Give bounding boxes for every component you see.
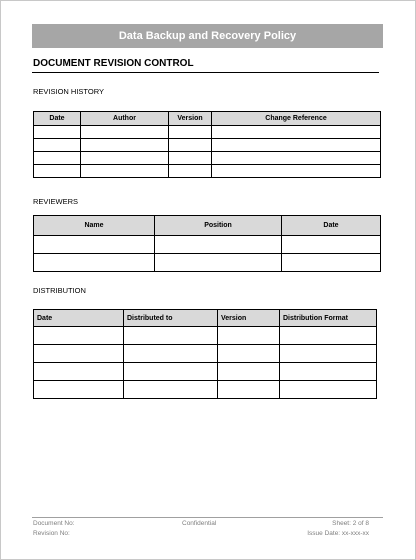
- table-cell[interactable]: [280, 345, 377, 363]
- reviewers-table: [33, 215, 381, 272]
- column-header-version: Version: [218, 310, 280, 327]
- footer-divider: [32, 517, 383, 518]
- footer-confidential: Confidential: [182, 520, 217, 527]
- table-cell[interactable]: [81, 152, 169, 165]
- table-row: [34, 381, 377, 399]
- table-cell[interactable]: [212, 152, 381, 165]
- footer-revision-no: Revision No:: [33, 530, 70, 537]
- title-banner: [32, 24, 383, 48]
- table-cell[interactable]: [212, 165, 381, 178]
- footer-issue-date: Issue Date: xx-xxx-xx: [307, 530, 369, 537]
- table-header-row: [34, 216, 381, 236]
- table-cell[interactable]: [218, 381, 280, 399]
- section-divider: [32, 72, 379, 73]
- table-cell[interactable]: [155, 254, 282, 272]
- table-cell[interactable]: [34, 165, 81, 178]
- document-title: Data Backup and Recovery Policy: [118, 30, 297, 42]
- distribution-table: [33, 309, 377, 399]
- column-header-date: Date: [282, 216, 381, 236]
- table-row: [34, 254, 381, 272]
- table-cell[interactable]: [124, 345, 218, 363]
- table-header-row: [34, 310, 377, 327]
- column-header-distribution-format: Distribution Format: [280, 310, 377, 327]
- reviewers-label: REVIEWERS: [33, 197, 79, 206]
- table-cell[interactable]: [169, 139, 212, 152]
- table-cell[interactable]: [34, 345, 124, 363]
- table-row: [34, 363, 377, 381]
- table-cell[interactable]: [34, 152, 81, 165]
- table-cell[interactable]: [81, 139, 169, 152]
- distribution-label: DISTRIBUTION: [33, 286, 86, 295]
- footer-sheet-number: Sheet: 2 of 8: [332, 520, 369, 527]
- table-row: [34, 126, 381, 139]
- table-row: [34, 139, 381, 152]
- column-header-date: Date: [34, 112, 81, 126]
- table-header-row: [34, 112, 381, 126]
- column-header-author: Author: [81, 112, 169, 126]
- table-cell[interactable]: [34, 236, 155, 254]
- table-cell[interactable]: [218, 327, 280, 345]
- table-cell[interactable]: [124, 381, 218, 399]
- table-cell[interactable]: [212, 126, 381, 139]
- table-cell[interactable]: [169, 165, 212, 178]
- table-cell[interactable]: [280, 327, 377, 345]
- table-cell[interactable]: [169, 126, 212, 139]
- table-cell[interactable]: [282, 236, 381, 254]
- table-cell[interactable]: [218, 363, 280, 381]
- column-header-version: Version: [169, 112, 212, 126]
- section-heading: DOCUMENT REVISION CONTROL: [33, 58, 194, 69]
- table-cell[interactable]: [280, 363, 377, 381]
- table-cell[interactable]: [34, 381, 124, 399]
- table-cell[interactable]: [34, 363, 124, 381]
- column-header-position: Position: [155, 216, 282, 236]
- table-row: [34, 165, 381, 178]
- footer-document-no: Document No:: [33, 520, 75, 527]
- column-header-name: Name: [34, 216, 155, 236]
- column-header-date: Date: [34, 310, 124, 327]
- table-cell[interactable]: [218, 345, 280, 363]
- revision-history-label: REVISION HISTORY: [33, 87, 104, 96]
- table-cell[interactable]: [280, 381, 377, 399]
- column-header-change-reference: Change Reference: [212, 112, 381, 126]
- table-cell[interactable]: [124, 363, 218, 381]
- table-cell[interactable]: [169, 152, 212, 165]
- table-cell[interactable]: [81, 165, 169, 178]
- table-row: [34, 152, 381, 165]
- table-cell[interactable]: [34, 126, 81, 139]
- table-cell[interactable]: [81, 126, 169, 139]
- table-cell[interactable]: [212, 139, 381, 152]
- table-cell[interactable]: [124, 327, 218, 345]
- table-row: [34, 236, 381, 254]
- table-cell[interactable]: [155, 236, 282, 254]
- table-row: [34, 327, 377, 345]
- table-cell[interactable]: [34, 139, 81, 152]
- table-cell[interactable]: [34, 327, 124, 345]
- table-row: [34, 345, 377, 363]
- table-cell[interactable]: [34, 254, 155, 272]
- column-header-distributed-to: Distributed to: [124, 310, 218, 327]
- revision-history-table: [33, 111, 381, 178]
- table-cell[interactable]: [282, 254, 381, 272]
